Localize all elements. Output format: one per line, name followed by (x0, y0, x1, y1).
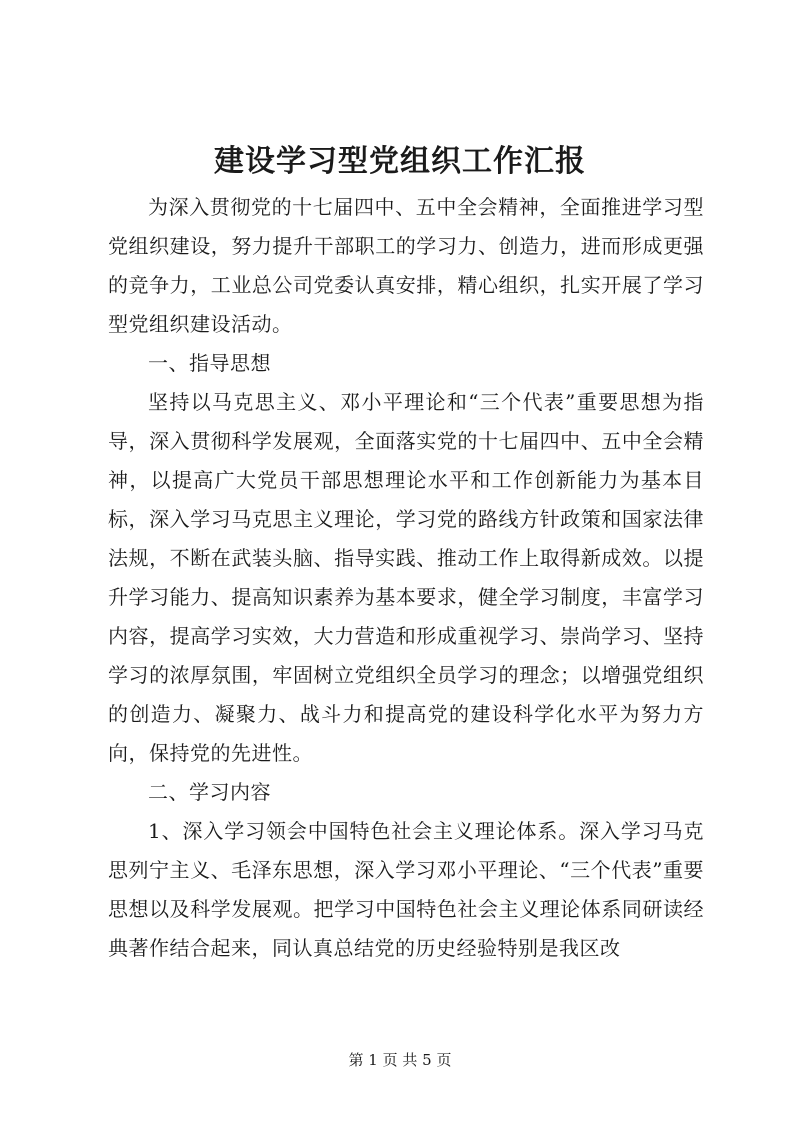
section-heading-guiding-ideology: 一、指导思想 (148, 351, 271, 375)
page-footer: 第 1 页 共 5 页 (348, 1051, 452, 1069)
guiding-ideology-paragraph: 坚持以马克思主义、邓小平理论和“三个代表”重要思想为指导，深入贯彻科学发展观，全面落实党的十七届四中、五中全会精神，以提高广大党员干部思想理论水平和工作创新能力为基本目标，深入学习马克思主义理论，学习党的路线方针政策和国家法律法规，不断在武装头脑、指导实践、推动工作上取得新成效。以提升学习能力、提高知识素养为基本要求，健全学习制度，丰富学习内容，提高学习实效，大力营造和形成重视学习、崇尚学习、坚持学习的浓厚氛围，牢固树立党组织全员学习的理念；以增强党组织的创造力、凝聚力、战斗力和提高党的建设科学化水平为努力方向，保持党的先进性。 (108, 390, 704, 765)
document-body (108, 188, 704, 968)
intro-paragraph: 为深入贯彻党的十七届四中、五中全会精神，全面推进学习型党组织建设，努力提升干部职工的学习力、创造力，进而形成更强的竞争力，工业总公司党委认真安排，精心组织，扎实开展了学习型党组织建设活动。 (108, 195, 704, 336)
study-content-paragraph-1: 1、深入学习领会中国特色社会主义理论体系。深入学习马克思列宁主义、毛泽东思想，深入学习邓小平理论、“三个代表”重要思想以及科学发展观。把学习中国特色社会主义理论体系同研读经典著作结合起来，同认真总结党的历史经验特别是我区改 (108, 819, 704, 960)
section-heading-study-content: 二、学习内容 (148, 780, 271, 804)
document-title: 建设学习型党组织工作汇报 (214, 144, 586, 179)
